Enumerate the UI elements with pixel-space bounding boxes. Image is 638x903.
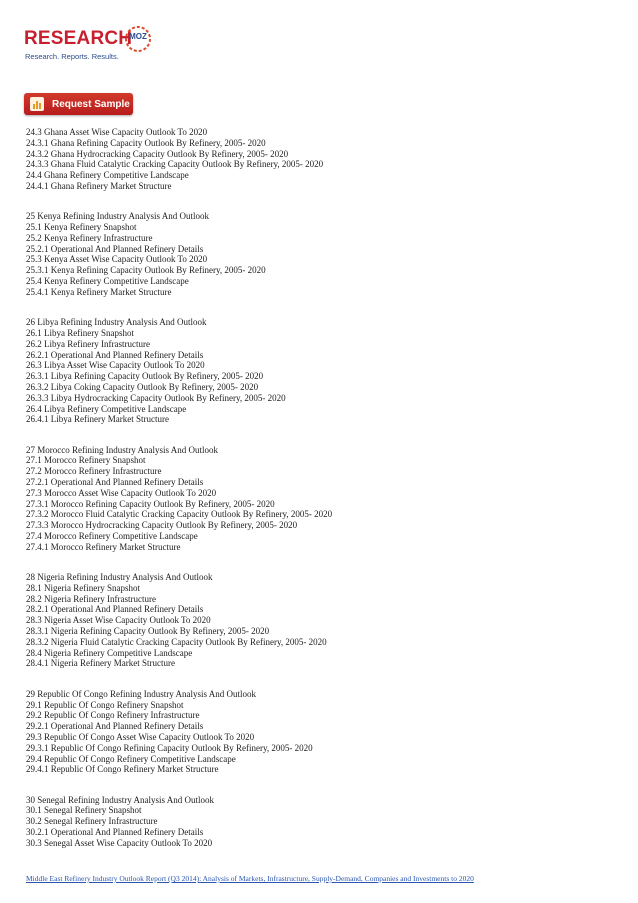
- toc-section: [26, 445, 616, 553]
- toc-entry: 24.3.1 Ghana Refining Capacity Outlook By Refinery, 2005- 2020: [26, 137, 266, 148]
- toc-entry: 30.2 Senegal Refinery Infrastructure: [26, 816, 158, 827]
- toc-entry: 24.3.3 Ghana Fluid Catalytic Cracking Capacity Outlook By Refinery, 2005- 2020: [26, 159, 324, 170]
- toc-entry: 28.1 Nigeria Refinery Snapshot: [26, 582, 140, 593]
- toc-entry: 28.2 Nigeria Refinery Infrastructure: [26, 593, 156, 604]
- logo-wordmark: RESEARCH: [24, 28, 133, 49]
- toc-entry: 25.4 Kenya Refinery Competitive Landscape: [26, 276, 189, 287]
- toc-entry: 30.3 Senegal Asset Wise Capacity Outlook To 2020: [26, 837, 213, 848]
- toc-entry: 28 Nigeria Refining Industry Analysis And Outlook: [26, 572, 213, 583]
- toc-entry: 27.2.1 Operational And Planned Refinery Details: [26, 477, 204, 488]
- toc-entry: 26.4 Libya Refinery Competitive Landscape: [26, 403, 187, 414]
- toc-entry: 29.2 Republic Of Congo Refinery Infrastructure: [26, 710, 200, 721]
- request-sample-label: Request Sample: [52, 98, 130, 110]
- toc-entry: 26 Libya Refining Industry Analysis And Outlook: [26, 317, 207, 328]
- toc-entry: 25.3.1 Kenya Refining Capacity Outlook By Refinery, 2005- 2020: [26, 265, 266, 276]
- logo-badge-icon: [123, 24, 153, 54]
- toc-entry: 29.3 Republic Of Congo Asset Wise Capacity Outlook To 2020: [26, 731, 255, 742]
- bar-chart-icon: [30, 97, 44, 111]
- toc-section: [26, 689, 616, 775]
- toc-entry: 27 Morocco Refining Industry Analysis And Outlook: [26, 444, 218, 455]
- toc-entry: 29.4.1 Republic Of Congo Refinery Market Structure: [26, 764, 219, 775]
- toc-entry: 28.3.2 Nigeria Fluid Catalytic Cracking Capacity Outlook By Refinery, 2005- 2020: [26, 636, 327, 647]
- toc-entry: 29.2.1 Operational And Planned Refinery Details: [26, 721, 204, 732]
- toc-entry: 29 Republic Of Congo Refining Industry Analysis And Outlook: [26, 688, 256, 699]
- toc-entry: 28.3.1 Nigeria Refining Capacity Outlook By Refinery, 2005- 2020: [26, 626, 270, 637]
- toc-entry: 25.2 Kenya Refinery Infrastructure: [26, 232, 153, 243]
- toc-entry: 24.4 Ghana Refinery Competitive Landscape: [26, 170, 189, 181]
- toc-entry: 30.2.1 Operational And Planned Refinery Details: [26, 827, 204, 838]
- toc-section: [26, 795, 616, 849]
- toc-entry: 26.4.1 Libya Refinery Market Structure: [26, 414, 169, 425]
- toc-entry: 29.4 Republic Of Congo Refinery Competitive Landscape: [26, 753, 236, 764]
- researchmoz-logo: [24, 24, 154, 74]
- toc-entry: 27.1 Morocco Refinery Snapshot: [26, 455, 146, 466]
- toc-entry: 27.2 Morocco Refinery Infrastructure: [26, 466, 162, 477]
- toc-entry: 29.1 Republic Of Congo Refinery Snapshot: [26, 699, 184, 710]
- toc-section: [26, 572, 616, 669]
- toc-entry: 25.2.1 Operational And Planned Refinery Details: [26, 243, 204, 254]
- logo-badge-text: MOZ: [129, 32, 147, 41]
- toc-entry: 30 Senegal Refining Industry Analysis And Outlook: [26, 794, 214, 805]
- toc-entry: 27.3.1 Morocco Refining Capacity Outlook By Refinery, 2005- 2020: [26, 498, 275, 509]
- toc-entry: 25.4.1 Kenya Refinery Market Structure: [26, 286, 172, 297]
- toc-section: [26, 211, 616, 297]
- toc-entry: 24.3 Ghana Asset Wise Capacity Outlook To 2020: [26, 127, 208, 137]
- toc-entry: 26.3.1 Libya Refining Capacity Outlook By Refinery, 2005- 2020: [26, 371, 264, 382]
- toc-entry: 27.4.1 Morocco Refinery Market Structure: [26, 541, 181, 552]
- toc-entry: 24.4.1 Ghana Refinery Market Structure: [26, 180, 172, 191]
- toc-section: [26, 127, 616, 192]
- toc-entry: 26.2 Libya Refinery Infrastructure: [26, 338, 150, 349]
- toc-entry: 28.3 Nigeria Asset Wise Capacity Outlook To 2020: [26, 615, 211, 626]
- toc-entry: 25.3 Kenya Asset Wise Capacity Outlook To 2020: [26, 254, 208, 265]
- toc-entry: 28.4 Nigeria Refinery Competitive Landscape: [26, 647, 193, 658]
- toc-section: [26, 317, 616, 425]
- toc-entry: 25 Kenya Refining Industry Analysis And Outlook: [26, 211, 209, 222]
- toc-entry: 26.3.3 Libya Hydrocracking Capacity Outlook By Refinery, 2005- 2020: [26, 392, 286, 403]
- toc-entry: 28.2.1 Operational And Planned Refinery Details: [26, 604, 204, 615]
- toc-entry: 27.4 Morocco Refinery Competitive Landscape: [26, 531, 198, 541]
- toc-entry: 26.3.2 Libya Coking Capacity Outlook By Refinery, 2005- 2020: [26, 381, 259, 392]
- toc-entry: 25.1 Kenya Refinery Snapshot: [26, 222, 137, 233]
- toc-entry: 26.1 Libya Refinery Snapshot: [26, 327, 134, 338]
- toc-entry: 28.4.1 Nigeria Refinery Market Structure: [26, 658, 175, 669]
- toc-entry: 26.2.1 Operational And Planned Refinery Details: [26, 349, 204, 360]
- footer-report-link[interactable]: Middle East Refinery Industry Outlook Report (Q3 2014): Analysis of Markets, Infrastructure, Supply-Demand, Companies and Investments to 2020: [26, 874, 474, 883]
- table-of-contents: [26, 127, 616, 868]
- toc-entry: 27.3.2 Morocco Fluid Catalytic Cracking Capacity Outlook By Refinery, 2005- 2020: [26, 509, 333, 520]
- toc-entry: 27.3.3 Morocco Hydrocracking Capacity Outlook By Refinery, 2005- 2020: [26, 520, 298, 531]
- request-sample-button[interactable]: [24, 93, 133, 115]
- toc-entry: 24.3.2 Ghana Hydrocracking Capacity Outlook By Refinery, 2005- 2020: [26, 148, 289, 159]
- logo-tagline: Research. Reports. Results.: [25, 52, 119, 61]
- toc-entry: 26.3 Libya Asset Wise Capacity Outlook To 2020: [26, 360, 205, 371]
- toc-entry: 27.3 Morocco Asset Wise Capacity Outlook To 2020: [26, 487, 217, 498]
- toc-entry: 30.1 Senegal Refinery Snapshot: [26, 805, 142, 816]
- toc-entry: 29.3.1 Republic Of Congo Refining Capacity Outlook By Refinery, 2005- 2020: [26, 742, 313, 753]
